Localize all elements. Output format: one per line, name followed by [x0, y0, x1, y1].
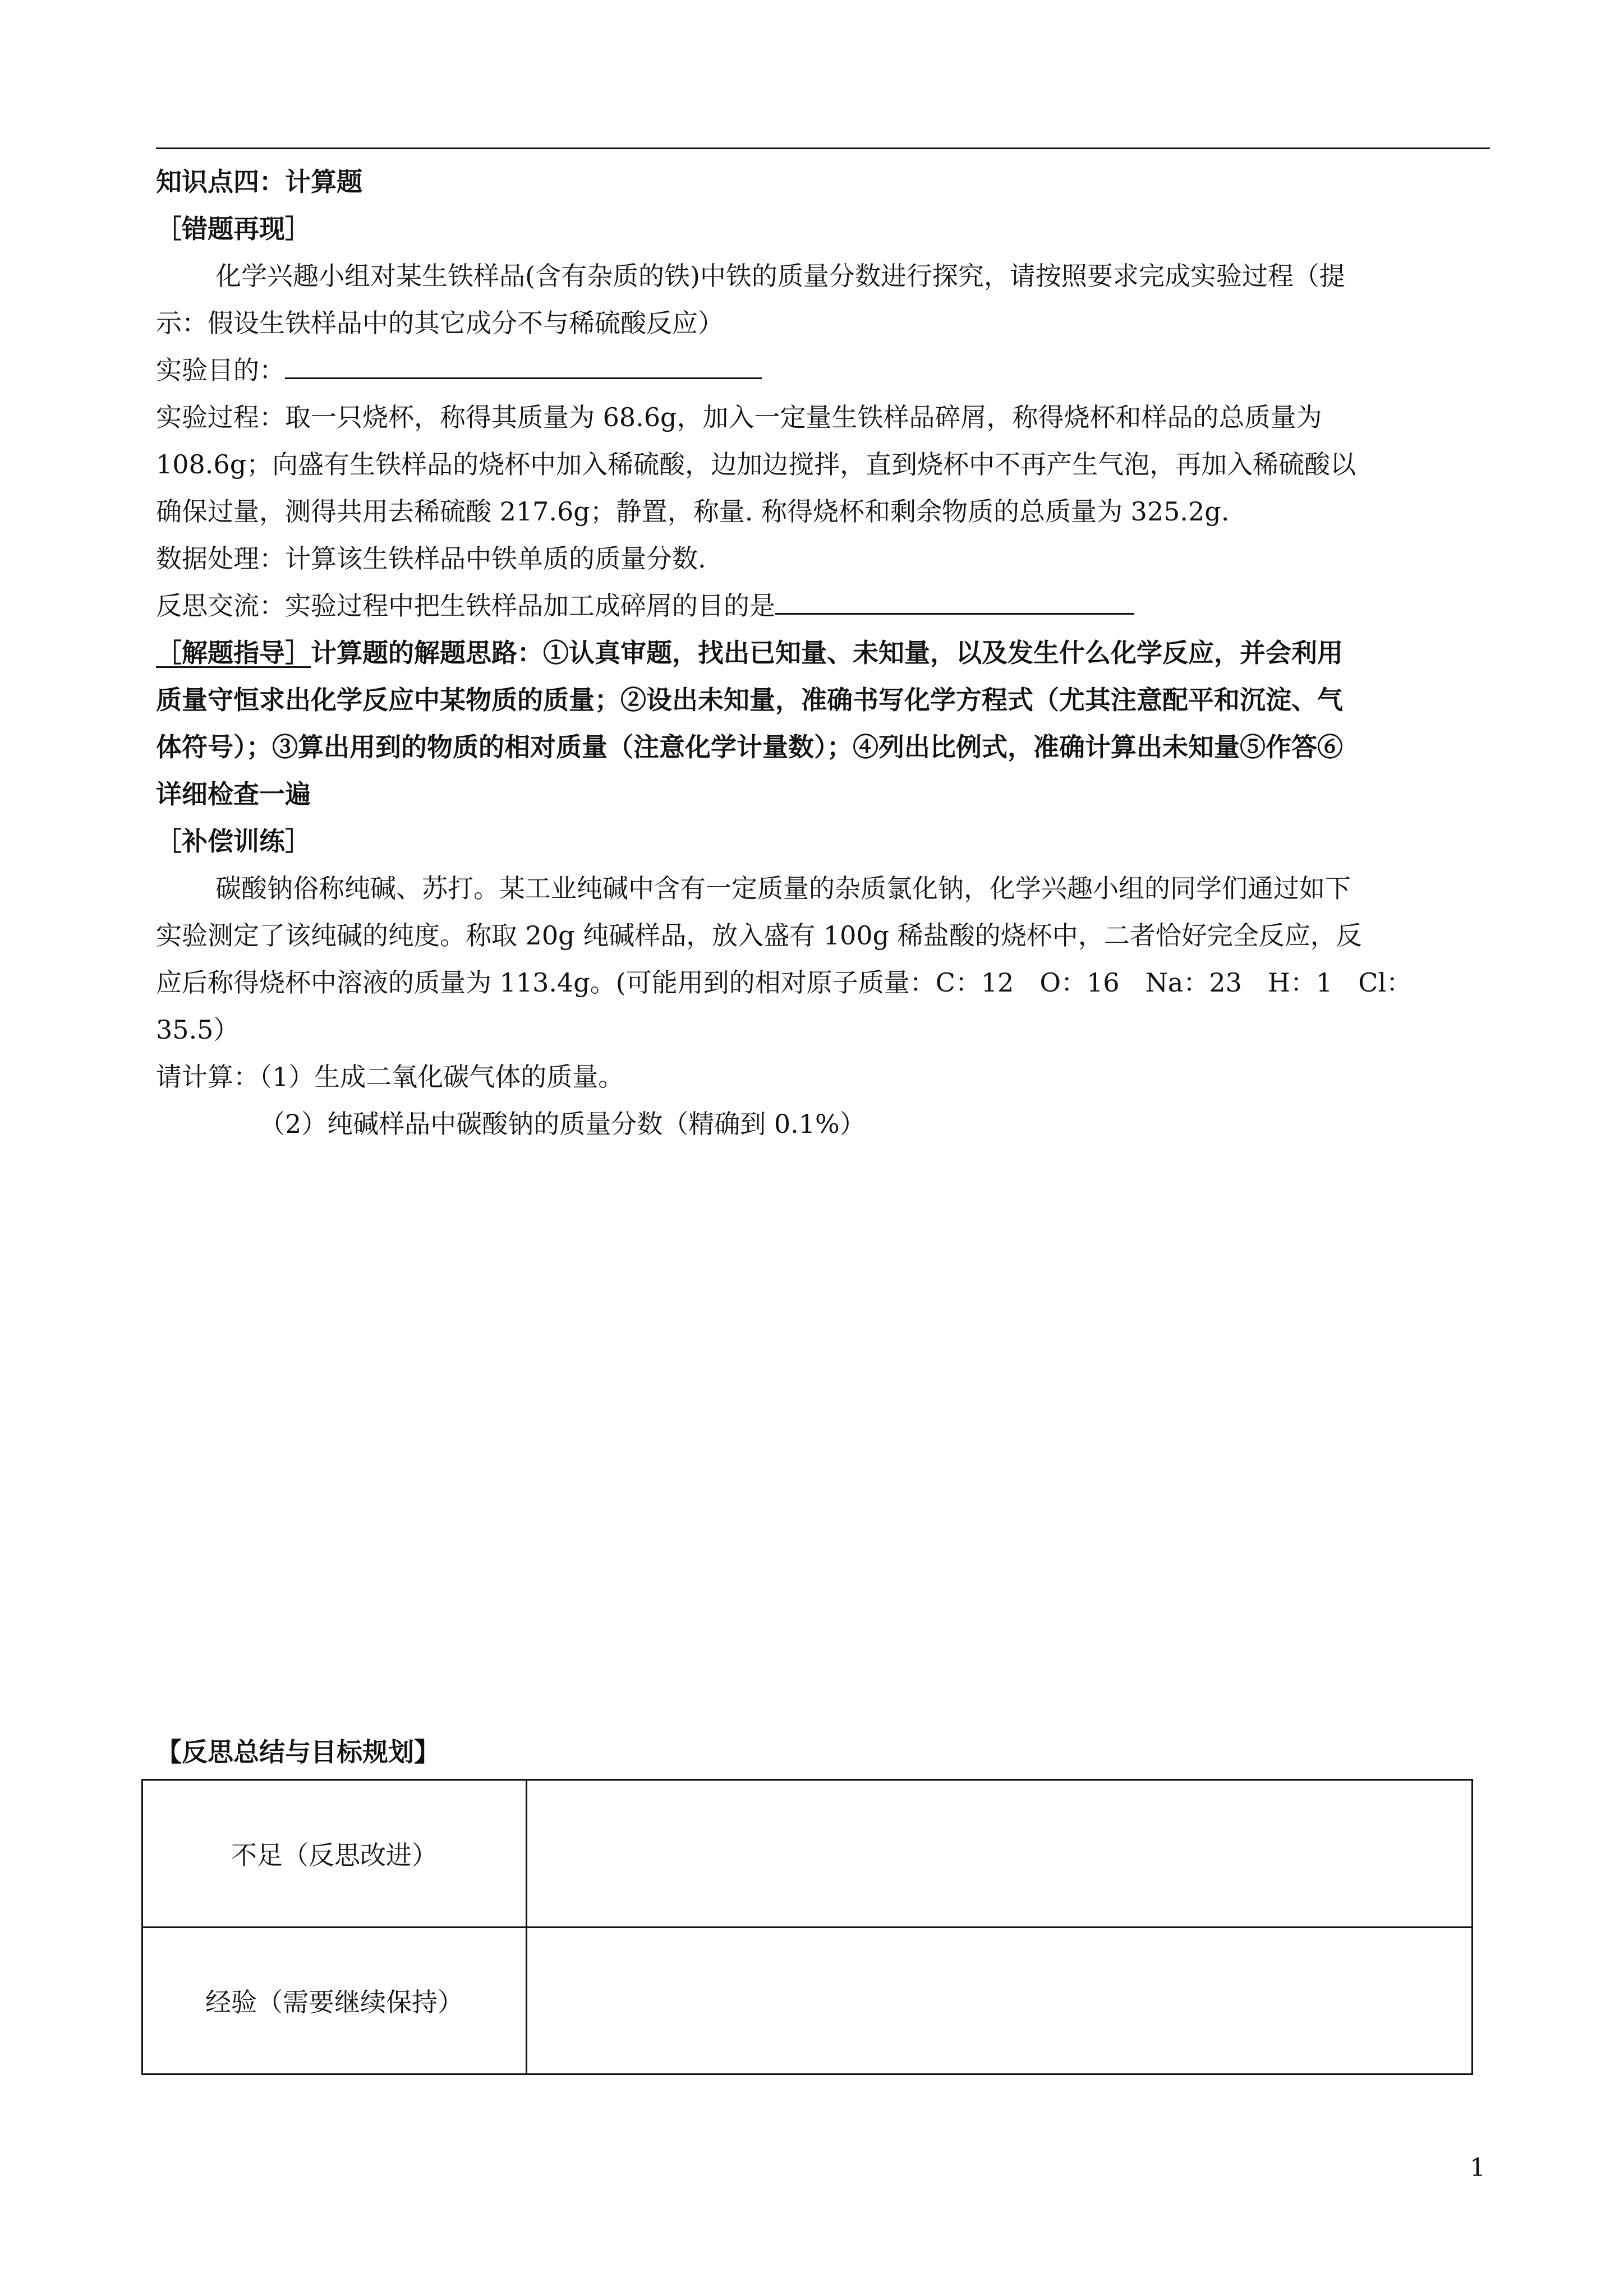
table-row — [142, 1780, 1473, 1928]
purpose-answer-blank[interactable] — [285, 347, 762, 379]
summary-table — [141, 1779, 1473, 2075]
compensation-text-line: 35.5） — [156, 1015, 240, 1045]
summary-heading: 【反思总结与目标规划】 — [156, 1737, 440, 1767]
summary-input-shortcomings[interactable] — [527, 1780, 1473, 1928]
data-processing: 数据处理：计算该生铁样品中铁单质的质量分数. — [156, 543, 706, 574]
summary-label-experience: 经验（需要继续保持） — [142, 1927, 527, 2074]
guidance-heading: ［解题指导］ — [156, 638, 311, 668]
question-2: （2）纯碱样品中碳酸钠的质量分数（精确到 0.1%） — [259, 1109, 866, 1139]
process-line: 108.6g；向盛有生铁样品的烧杯中加入稀硫酸，边加边搅拌，直到烧杯中不再产生气泡，再加入稀硫酸以 — [156, 449, 1356, 480]
compensation-heading: ［补偿训练］ — [156, 826, 311, 856]
guidance-line: 体符号）；③算出用到的物质的相对质量（注意化学计量数）；④列出比例式，准确计算出未知量⑤作答⑥ — [156, 732, 1343, 762]
purpose-label: 实验目的： — [156, 355, 285, 385]
question-1: 请计算：（1）生成二氧化碳气体的质量。 — [156, 1062, 624, 1092]
header-rule — [156, 147, 1490, 149]
error-reappear-heading: ［错题再现］ — [156, 214, 311, 244]
problem-text-line: 化学兴趣小组对某生铁样品(含有杂质的铁)中铁的质量分数进行探究，请按照要求完成实验过程（提 — [215, 261, 1345, 291]
reflection-text: 反思交流：实验过程中把生铁样品加工成碎屑的目的是 — [156, 591, 775, 621]
compensation-text-line: 应后称得烧杯中溶液的质量为 113.4g。(可能用到的相对原子质量：C：12 O：16 Na：23 H：1 Cl： — [156, 967, 1413, 998]
experiment-purpose — [156, 347, 1490, 394]
process-line: 实验过程：取一只烧杯，称得其质量为 68.6g，加入一定量生铁样品碎屑，称得烧杯和样品的总质量为 — [156, 402, 1322, 432]
process-line: 确保过量，测得共用去稀硫酸 217.6g；静置，称量. 称得烧杯和剩余物质的总质量为 325.2g. — [156, 496, 1230, 527]
page-number: 1 — [1470, 2154, 1485, 2182]
summary-label-shortcomings: 不足（反思改进） — [142, 1780, 527, 1928]
problem-text-line: 示：假设生铁样品中的其它成分不与稀硫酸反应） — [156, 308, 724, 338]
section-title: 知识点四：计算题 — [156, 167, 362, 197]
reflection-line — [156, 582, 1490, 629]
guidance-line: 质量守恒求出化学反应中某物质的质量；②设出未知量，准确书写化学方程式（尤其注意配平和沉淀、气 — [156, 685, 1343, 715]
guidance-line: 详细检查一遍 — [156, 779, 311, 809]
compensation-text-line: 碳酸钠俗称纯碱、苏打。某工业纯碱中含有一定质量的杂质氯化钠，化学兴趣小组的同学们通过如下 — [215, 873, 1351, 903]
guidance-line — [156, 629, 1490, 676]
guidance-text: 计算题的解题思路：①认真审题，找出已知量、未知量，以及发生什么化学反应，并会利用 — [311, 638, 1343, 668]
table-row — [142, 1927, 1473, 2074]
reflection-answer-blank[interactable] — [775, 583, 1134, 615]
main-content — [156, 158, 1490, 1147]
summary-input-experience[interactable] — [527, 1927, 1473, 2074]
compensation-text-line: 实验测定了该纯碱的纯度。称取 20g 纯碱样品，放入盛有 100g 稀盐酸的烧杯中，二者恰好完全反应，反 — [156, 920, 1362, 951]
